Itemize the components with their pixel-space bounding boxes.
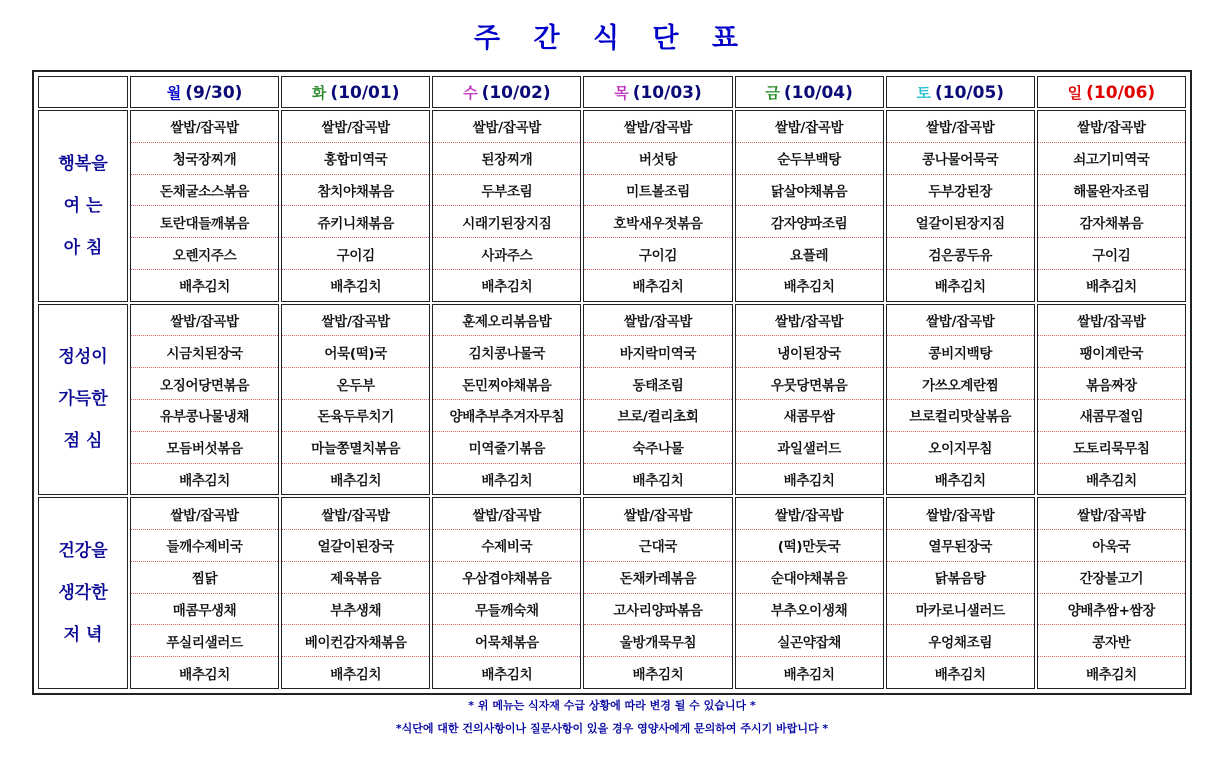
thursday-icon: 목 [614, 83, 629, 102]
menu-item: 돈민찌야채볶음 [433, 368, 580, 400]
menu-item: 부추오이생채 [736, 594, 883, 626]
menu-item-list [1038, 498, 1185, 688]
menu-item: 배추김치 [632, 666, 684, 683]
menu-item: 우뭇당면볶음 [736, 368, 883, 400]
menu-cell [735, 110, 884, 302]
menu-item: 얼갈이된장지짐 [887, 206, 1034, 238]
menu-item: (떡)만둣국 [736, 530, 883, 562]
wednesday-icon: 수 [463, 83, 478, 102]
menu-item: 우삼겹야채볶음 [433, 562, 580, 594]
menu-item: 돈육두루치기 [282, 400, 429, 432]
meal-label-line: 건강을 [58, 541, 108, 562]
menu-item: 어묵(떡)국 [282, 336, 429, 368]
menu-cell [432, 497, 581, 689]
menu-item: 고사리양파볶음 [584, 594, 731, 626]
meal-label [38, 304, 128, 496]
menu-item: 쌀밥/잡곡밥 [736, 305, 883, 337]
menu-cell [130, 304, 279, 496]
menu-item: 제육볶음 [282, 562, 429, 594]
menu-item-list [887, 498, 1034, 688]
menu-item: 열무된장국 [887, 530, 1034, 562]
menu-item: 들깨수제비국 [131, 530, 278, 562]
menu-item: 오이지무침 [887, 432, 1034, 464]
menu-item: 쌀밥/잡곡밥 [131, 498, 278, 530]
menu-cell [735, 497, 884, 689]
menu-item: 배추김치 [934, 472, 986, 489]
meal-label-line: 생각한 [58, 583, 108, 604]
menu-item: 쌀밥/잡곡밥 [282, 305, 429, 337]
menu-cell [432, 304, 581, 496]
menu-item: 쌀밥/잡곡밥 [433, 111, 580, 143]
menu-item-list [584, 111, 731, 301]
menu-item: 배추김치 [330, 472, 382, 489]
menu-item: 된장찌개 [433, 143, 580, 175]
menu-item-list [282, 305, 429, 495]
day-header [735, 76, 884, 108]
menu-item-list [887, 111, 1034, 301]
day-header [281, 76, 430, 108]
menu-item: 냉이된장국 [736, 336, 883, 368]
meal-label-line: 저 녁 [63, 625, 103, 646]
menu-item: 쌀밥/잡곡밥 [887, 305, 1034, 337]
menu-item: 동태조림 [584, 368, 731, 400]
meal-label-line: 행복을 [58, 153, 108, 174]
menu-item-list [1038, 111, 1185, 301]
menu-item-list [736, 111, 883, 301]
menu-item: 간장불고기 [1038, 562, 1185, 594]
menu-item: 배추김치 [934, 666, 986, 683]
menu-item: 콩비지백탕 [887, 336, 1034, 368]
menu-item: 유부콩나물냉채 [131, 400, 278, 432]
menu-item: 쌀밥/잡곡밥 [887, 111, 1034, 143]
menu-item: 모듬버섯볶음 [131, 432, 278, 464]
menu-item: 사과주스 [433, 238, 580, 270]
menu-item: 배추김치 [330, 666, 382, 683]
day-date: (10/04) [783, 82, 853, 103]
menu-item: 쌀밥/잡곡밥 [584, 111, 731, 143]
menu-item: 숙주나물 [584, 432, 731, 464]
menu-item: 아욱국 [1038, 530, 1185, 562]
menu-item: 새콤무쌈 [736, 400, 883, 432]
menu-item: 구이김 [1038, 238, 1185, 270]
menu-item: 구이김 [584, 238, 731, 270]
meal-label [38, 110, 128, 302]
day-header [130, 76, 279, 108]
menu-item: 브로컬리맛살볶음 [887, 400, 1034, 432]
menu-cell [886, 110, 1035, 302]
menu-item: 두부조림 [433, 175, 580, 207]
menu-item-list [433, 498, 580, 688]
menu-cell [583, 110, 732, 302]
menu-cell [735, 304, 884, 496]
menu-item: 배추김치 [783, 472, 835, 489]
menu-item: 볶음짜장 [1038, 368, 1185, 400]
corner-cell [38, 76, 128, 108]
menu-cell [281, 110, 430, 302]
menu-item: 부추생채 [282, 594, 429, 626]
menu-item: 돈채굴소스볶음 [131, 175, 278, 207]
menu-item: 버섯탕 [584, 143, 731, 175]
menu-item: 참치야채볶음 [282, 175, 429, 207]
menu-item-list [1038, 305, 1185, 495]
menu-item: 쌀밥/잡곡밥 [131, 111, 278, 143]
menu-item: 온두부 [282, 368, 429, 400]
menu-table [36, 74, 1188, 691]
menu-item: 마늘쫑멸치볶음 [282, 432, 429, 464]
menu-item: 감자양파조림 [736, 206, 883, 238]
menu-item: 마카로니샐러드 [887, 594, 1034, 626]
menu-item: 양배추부추겨자무침 [433, 400, 580, 432]
menu-cell [281, 497, 430, 689]
menu-item: 배추김치 [783, 279, 835, 296]
menu-item-list [433, 111, 580, 301]
menu-item: 쌀밥/잡곡밥 [282, 498, 429, 530]
menu-item: 쌀밥/잡곡밥 [1038, 498, 1185, 530]
menu-item: 배추김치 [179, 472, 231, 489]
menu-item: 배추김치 [783, 666, 835, 683]
menu-item: 브로/컬리초회 [584, 400, 731, 432]
day-date: (10/06) [1086, 82, 1156, 103]
menu-item: 해물완자조림 [1038, 175, 1185, 207]
friday-icon: 금 [765, 83, 780, 102]
menu-item: 홍합미역국 [282, 143, 429, 175]
menu-item: 쌀밥/잡곡밥 [584, 305, 731, 337]
menu-item: 청국장찌개 [131, 143, 278, 175]
menu-item: 과일샐러드 [736, 432, 883, 464]
menu-item: 훈제오리볶음밥 [433, 305, 580, 337]
meal-label-line: 아 침 [63, 237, 103, 258]
menu-item: 베이컨감자채볶음 [282, 625, 429, 657]
menu-item: 배추김치 [1085, 279, 1137, 296]
menu-item-list [282, 498, 429, 688]
menu-item: 검은콩두유 [887, 238, 1034, 270]
menu-item: 팽이계란국 [1038, 336, 1185, 368]
menu-item: 실곤약잡채 [736, 625, 883, 657]
meal-label-line: 가득한 [58, 389, 108, 410]
menu-item: 쌀밥/잡곡밥 [736, 111, 883, 143]
meal-label-line: 정성이 [58, 347, 108, 368]
menu-item: 요플레 [736, 238, 883, 270]
menu-item: 얼갈이된장국 [282, 530, 429, 562]
menu-cell [1037, 110, 1186, 302]
menu-item-list [584, 305, 731, 495]
menu-item: 콩나물어묵국 [887, 143, 1034, 175]
menu-item: 푸실리샐러드 [131, 625, 278, 657]
menu-cell [886, 304, 1035, 496]
menu-cell [1037, 304, 1186, 496]
menu-item: 찜닭 [131, 562, 278, 594]
menu-item: 쌀밥/잡곡밥 [887, 498, 1034, 530]
meal-row [38, 304, 1186, 496]
menu-item: 배추김치 [179, 666, 231, 683]
menu-item: 닭볶음탕 [887, 562, 1034, 594]
menu-item: 순대야채볶음 [736, 562, 883, 594]
menu-item: 쌀밥/잡곡밥 [1038, 111, 1185, 143]
menu-item: 쥬키니채볶음 [282, 206, 429, 238]
menu-item-list [584, 498, 731, 688]
menu-item: 감자채볶음 [1038, 206, 1185, 238]
menu-cell [281, 304, 430, 496]
saturday-icon: 토 [916, 83, 931, 102]
menu-item: 미트볼조림 [584, 175, 731, 207]
menu-cell [130, 497, 279, 689]
menu-item: 쌀밥/잡곡밥 [433, 498, 580, 530]
menu-item: 배추김치 [179, 279, 231, 296]
menu-item: 콩자반 [1038, 625, 1185, 657]
menu-item-list [131, 305, 278, 495]
menu-item: 쌀밥/잡곡밥 [131, 305, 278, 337]
meal-label-line: 여 는 [63, 195, 103, 216]
menu-item: 배추김치 [481, 472, 533, 489]
menu-item: 오렌지주스 [131, 238, 278, 270]
menu-cell [583, 497, 732, 689]
menu-item: 새콤무절임 [1038, 400, 1185, 432]
menu-item-list [433, 305, 580, 495]
menu-cell [886, 497, 1035, 689]
menu-cell [1037, 497, 1186, 689]
day-header [886, 76, 1035, 108]
day-date: (10/02) [481, 82, 551, 103]
menu-item: 배추김치 [632, 472, 684, 489]
day-header [1037, 76, 1186, 108]
menu-item-list [736, 498, 883, 688]
menu-item: 돈채카레볶음 [584, 562, 731, 594]
menu-table-frame [32, 70, 1192, 695]
menu-item: 호박새우젓볶음 [584, 206, 731, 238]
header-row [38, 76, 1186, 108]
page-title: 주 간 식 단 표 [473, 23, 750, 54]
menu-item: 바지락미역국 [584, 336, 731, 368]
menu-item: 배추김치 [1085, 472, 1137, 489]
menu-item: 미역줄기볶음 [433, 432, 580, 464]
menu-item: 오징어당면볶음 [131, 368, 278, 400]
menu-item-list [131, 111, 278, 301]
menu-item-list [282, 111, 429, 301]
menu-item: 근대국 [584, 530, 731, 562]
day-date: (10/03) [632, 82, 702, 103]
menu-item: 토란대들깨볶음 [131, 206, 278, 238]
menu-item: 가쓰오계란찜 [887, 368, 1034, 400]
menu-item: 두부강된장 [887, 175, 1034, 207]
menu-item: 시래기된장지짐 [433, 206, 580, 238]
monday-icon: 월 [166, 83, 182, 102]
menu-item: 울방개묵무침 [584, 625, 731, 657]
menu-item-list [736, 305, 883, 495]
menu-item: 쌀밥/잡곡밥 [736, 498, 883, 530]
meal-label [38, 497, 128, 689]
day-date: (10/01) [330, 82, 400, 103]
menu-cell [583, 304, 732, 496]
menu-item: 쌀밥/잡곡밥 [282, 111, 429, 143]
menu-item: 배추김치 [330, 279, 382, 296]
day-date: (9/30) [185, 82, 243, 103]
menu-item: 쌀밥/잡곡밥 [584, 498, 731, 530]
menu-item: 배추김치 [934, 279, 986, 296]
meal-row [38, 497, 1186, 689]
menu-item: 쌀밥/잡곡밥 [1038, 305, 1185, 337]
menu-item: 배추김치 [632, 279, 684, 296]
menu-item: 구이김 [282, 238, 429, 270]
menu-item: 배추김치 [1085, 666, 1137, 683]
day-header [432, 76, 581, 108]
menu-item-list [887, 305, 1034, 495]
menu-item: 닭살야채볶음 [736, 175, 883, 207]
menu-item: 쇠고기미역국 [1038, 143, 1185, 175]
menu-item: 김치콩나물국 [433, 336, 580, 368]
menu-item: 어묵채볶음 [433, 625, 580, 657]
menu-item: 배추김치 [481, 279, 533, 296]
menu-item: 무들깨숙채 [433, 594, 580, 626]
menu-item: 수제비국 [433, 530, 580, 562]
day-header [583, 76, 732, 108]
menu-cell [130, 110, 279, 302]
meal-row [38, 110, 1186, 302]
menu-cell [432, 110, 581, 302]
notice-change: * 위 메뉴는 식자재 수급 상황에 따라 변경 될 수 있습니다 * [468, 699, 756, 712]
menu-item: 양배추쌈+쌈장 [1038, 594, 1185, 626]
notice-contact: *식단에 대한 건의사항이나 질문사항이 있을 경우 영양사에게 문의하여 주시기 바랍니다 * [395, 722, 829, 735]
menu-item: 배추김치 [481, 666, 533, 683]
tuesday-icon: 화 [311, 83, 327, 102]
sunday-icon: 일 [1067, 83, 1083, 102]
menu-item: 매콤무생채 [131, 594, 278, 626]
menu-item: 도토리묵무침 [1038, 432, 1185, 464]
menu-item: 우엉채조림 [887, 625, 1034, 657]
meal-label-line: 점 심 [63, 431, 103, 452]
menu-item-list [131, 498, 278, 688]
menu-item: 순두부백탕 [736, 143, 883, 175]
day-date: (10/05) [934, 82, 1005, 103]
menu-item: 시금치된장국 [131, 336, 278, 368]
